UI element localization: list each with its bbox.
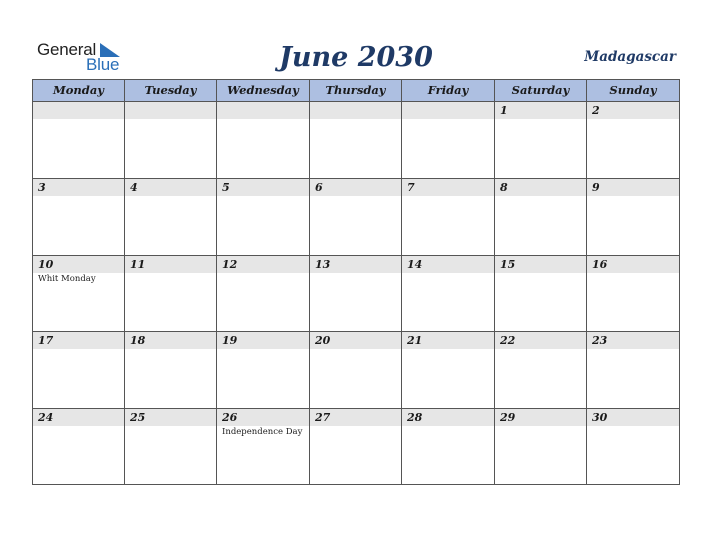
- day-cell[interactable]: [310, 179, 402, 255]
- day-number: 10: [38, 258, 54, 271]
- day-number: 20: [315, 334, 331, 347]
- day-number: 6: [315, 181, 323, 194]
- day-cell[interactable]: [125, 256, 217, 331]
- day-number: 30: [592, 411, 608, 424]
- weekday-header-5: Friday: [402, 80, 495, 101]
- day-number: 23: [592, 334, 608, 347]
- day-number-band: [33, 102, 124, 119]
- day-number-band: [310, 102, 401, 119]
- day-cell[interactable]: [125, 332, 217, 408]
- holiday-label: Whit Monday: [38, 274, 96, 284]
- weekday-header-row: [33, 80, 679, 102]
- day-number: 9: [592, 181, 600, 194]
- weekday-header-7: Sunday: [609, 83, 657, 97]
- weekday-header-3: Wednesday: [217, 80, 310, 101]
- day-cell[interactable]: [402, 409, 495, 485]
- day-cell[interactable]: [495, 102, 587, 178]
- day-number: 29: [500, 411, 516, 424]
- calendar-grid: [32, 79, 680, 485]
- day-cell[interactable]: [33, 332, 125, 408]
- weekday-header-1: Monday: [33, 80, 125, 101]
- country-label: Madagascar: [584, 49, 676, 65]
- day-number: 17: [38, 334, 54, 347]
- week-row: [33, 256, 679, 332]
- day-cell[interactable]: [402, 332, 495, 408]
- day-cell[interactable]: [217, 102, 310, 178]
- weekday-header-6: Saturday: [495, 80, 587, 101]
- day-number: 8: [500, 181, 508, 194]
- day-number: 18: [130, 334, 146, 347]
- day-cell[interactable]: [125, 179, 217, 255]
- day-cell[interactable]: [217, 179, 310, 255]
- day-cell[interactable]: [217, 256, 310, 331]
- day-cell[interactable]: [587, 409, 679, 485]
- day-number: 19: [222, 334, 238, 347]
- generalblue-logo: [37, 40, 137, 74]
- day-cell[interactable]: [33, 102, 125, 178]
- day-cell[interactable]: [310, 102, 402, 178]
- day-cell[interactable]: [402, 256, 495, 331]
- day-number-band: [217, 102, 309, 119]
- logo-text-general: General: [37, 40, 97, 59]
- day-number: 12: [222, 258, 238, 271]
- week-row: [33, 102, 679, 179]
- weekday-header-2: Tuesday: [125, 80, 217, 101]
- day-number: 15: [500, 258, 516, 271]
- day-cell[interactable]: [310, 256, 402, 331]
- day-cell[interactable]: [402, 179, 495, 255]
- day-number-band: [495, 102, 586, 119]
- day-cell[interactable]: [217, 409, 310, 485]
- week-row: [33, 332, 679, 409]
- day-number: 11: [130, 258, 146, 271]
- day-number-band: [587, 102, 679, 119]
- day-cell[interactable]: [587, 332, 679, 408]
- day-cell[interactable]: [33, 179, 125, 255]
- day-number: 26: [222, 411, 238, 424]
- day-number-band: [402, 179, 494, 196]
- week-row: [33, 179, 679, 256]
- day-cell[interactable]: [495, 409, 587, 485]
- calendar-title: June 2030: [279, 42, 433, 73]
- holiday-label: Independence Day: [222, 427, 303, 437]
- day-cell[interactable]: [310, 409, 402, 485]
- day-number: 25: [130, 411, 146, 424]
- day-number: 1: [500, 104, 508, 117]
- day-cell[interactable]: [587, 179, 679, 255]
- day-cell[interactable]: [495, 179, 587, 255]
- day-number: 22: [500, 334, 516, 347]
- day-number-band: [587, 179, 679, 196]
- day-number: 3: [38, 181, 46, 194]
- day-number: 21: [407, 334, 423, 347]
- day-number-band: [310, 179, 401, 196]
- day-number: 13: [315, 258, 331, 271]
- day-cell[interactable]: [587, 102, 679, 178]
- day-cell[interactable]: [33, 409, 125, 485]
- day-cell[interactable]: [33, 256, 125, 331]
- day-number: 4: [130, 181, 138, 194]
- day-number-band: [402, 102, 494, 119]
- day-number-band: [217, 179, 309, 196]
- day-number: 28: [407, 411, 423, 424]
- day-cell[interactable]: [402, 102, 495, 178]
- day-cell[interactable]: [495, 332, 587, 408]
- logo-text-blue: Blue: [86, 55, 120, 74]
- day-cell[interactable]: [310, 332, 402, 408]
- day-number: 5: [222, 181, 230, 194]
- weekday-header-4: Thursday: [310, 80, 402, 101]
- day-cell[interactable]: [125, 409, 217, 485]
- day-number-band: [125, 102, 216, 119]
- day-number: 7: [407, 181, 415, 194]
- week-row: [33, 409, 679, 485]
- day-number: 27: [315, 411, 331, 424]
- day-number: 16: [592, 258, 608, 271]
- day-number-band: [125, 179, 216, 196]
- day-number: 2: [592, 104, 600, 117]
- day-cell[interactable]: [587, 256, 679, 331]
- day-cell[interactable]: [217, 332, 310, 408]
- day-number-band: [495, 179, 586, 196]
- day-number: 14: [407, 258, 423, 271]
- day-number-band: [33, 179, 124, 196]
- day-cell[interactable]: [125, 102, 217, 178]
- day-number: 24: [38, 411, 54, 424]
- day-cell[interactable]: [495, 256, 587, 331]
